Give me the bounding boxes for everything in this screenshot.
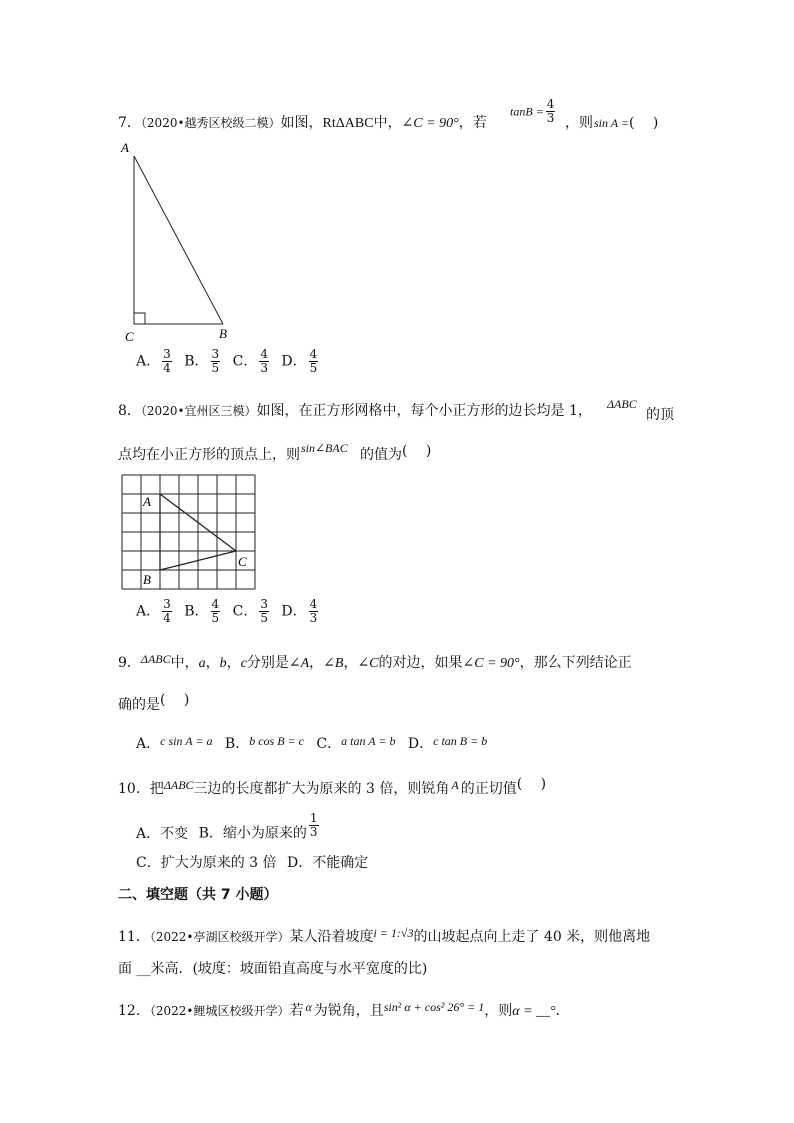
q7-tan-expr	[510, 98, 557, 125]
q9-ang-a: ∠A	[288, 656, 310, 671]
q9-line2	[118, 694, 189, 714]
q10-option-b-num: 1	[309, 811, 318, 825]
q7-option-d-den: 5	[309, 361, 318, 375]
q8-option-a[interactable]	[136, 598, 174, 625]
q7-text4: ，则	[565, 115, 593, 131]
q7-rt: RtΔABC	[322, 116, 374, 131]
q8-source: （2020•宜州区三模）	[140, 404, 257, 418]
q8-label-a: A	[143, 494, 151, 509]
q9-t1: 中，	[170, 655, 199, 671]
q7-source: （2020•越秀区校级二模）	[140, 116, 281, 130]
q8-option-a-den: 4	[163, 611, 171, 625]
q11-number: 11．	[118, 929, 150, 945]
q12-line1	[118, 1000, 570, 1020]
q8-option-a-label: A．	[136, 603, 161, 620]
q7-option-c-num: 4	[260, 347, 268, 361]
q9-sep2: ，	[226, 655, 241, 671]
q8-number: 8．	[118, 403, 141, 419]
q8-tri: ΔABC	[607, 397, 637, 411]
q8-sin-expr	[301, 440, 348, 456]
q8-line2b: 的值为	[360, 447, 402, 463]
q10-option-b-text: B．缩小为原来的	[198, 825, 307, 842]
q7-text1: 如图，	[280, 115, 323, 131]
q7-option-a[interactable]	[136, 348, 174, 375]
q10-option-b-den: 3	[309, 825, 318, 839]
q10-options-row2	[136, 852, 374, 872]
q9-t3: 的对边，如果	[378, 655, 463, 671]
q8-square-grid	[122, 475, 255, 589]
q8-option-b-den: 5	[211, 611, 220, 625]
q7-tan-lhs: tanB =	[510, 104, 544, 119]
q10-number: 10．	[118, 781, 150, 797]
q7-side-ab	[134, 156, 223, 324]
q10-t2: 三边的长度都扩大为原来的 3 倍，则锐角	[193, 781, 450, 797]
q7-tan-num: 4	[546, 97, 555, 111]
q8-option-b-label: B．	[184, 603, 209, 620]
q9-option-b-label: B．	[224, 736, 250, 752]
q9-c: c	[240, 656, 247, 671]
q10-paren: ( )	[516, 776, 547, 792]
q7-triangle-figure	[115, 138, 245, 346]
q8-sin: sin∠BAC	[301, 441, 348, 455]
q10-option-a[interactable]: A．不变	[136, 825, 189, 842]
q10-option-c[interactable]: C．扩大为原来的 3 倍	[136, 855, 277, 871]
q7-label-b: B	[219, 326, 227, 341]
q12-t4: ．	[555, 1003, 570, 1019]
q7-option-a-num: 3	[163, 347, 171, 361]
q8-option-b[interactable]	[184, 598, 222, 625]
q7-line1	[118, 112, 487, 132]
q7-option-b-label: B．	[184, 353, 209, 370]
q8-option-c-label: C．	[232, 603, 258, 620]
q9-option-d[interactable]	[408, 733, 487, 753]
q8-line2	[118, 444, 300, 464]
q9-option-a-label: A．	[136, 736, 161, 752]
q7-option-b-den: 5	[211, 361, 220, 375]
q8-option-a-num: 3	[163, 597, 171, 611]
q10-options-row1	[136, 811, 327, 847]
q11-line2: 面 __米高．(坡度：坡面铅直高度与水平宽度的比)	[118, 961, 428, 977]
q9-a: a	[198, 656, 206, 671]
q8-option-c-num: 3	[260, 597, 268, 611]
q8-option-c[interactable]	[233, 598, 271, 625]
q8-line2a: 点均在小正方形的顶点上，则	[118, 447, 300, 463]
q9-b: b	[219, 656, 227, 671]
q7-sin: sin A =	[594, 116, 629, 130]
q9-option-c[interactable]	[316, 733, 395, 753]
q12-alpha: α	[305, 1000, 312, 1014]
q9-option-c-expr: a tan A = b	[341, 734, 396, 748]
q7-option-b[interactable]	[184, 348, 222, 375]
q9-paren: ( )	[160, 692, 190, 708]
q8-line2-end	[360, 444, 431, 464]
q8-grid-figure	[116, 470, 262, 594]
q7-tan-fraction	[546, 98, 556, 125]
q12-number: 12．	[118, 1003, 150, 1019]
q9-option-c-label: C．	[316, 736, 342, 752]
q11-line2	[118, 958, 427, 978]
q9-line1	[118, 652, 632, 672]
q9-options	[136, 733, 493, 753]
q10-t3: 的正切值	[460, 781, 517, 797]
q9-tri: ΔABC	[140, 652, 171, 666]
q7-angle: ∠C = 90°	[401, 116, 459, 131]
q7-option-a-label: A．	[136, 353, 161, 370]
q9-line2: 确的是	[118, 697, 160, 713]
q9-option-a-expr: c sin A = a	[160, 734, 213, 748]
q8-line1-end	[646, 404, 674, 424]
q7-label-a: A	[121, 140, 129, 155]
q11-ratio: i = 1:√3	[373, 926, 414, 940]
q8-label-c: C	[238, 554, 247, 569]
q9-option-b[interactable]	[225, 733, 304, 753]
q7-option-d[interactable]	[281, 348, 320, 375]
q8-label-b: B	[143, 572, 151, 587]
q7-option-c[interactable]	[233, 348, 271, 375]
q7-option-d-label: D．	[281, 353, 307, 370]
q7-option-d-num: 4	[309, 347, 318, 361]
q8-tri-label	[607, 396, 637, 412]
q7-option-a-den: 4	[163, 361, 171, 375]
q8-options	[136, 598, 326, 625]
q11-line1	[118, 926, 650, 946]
q7-paren: ( )	[629, 115, 659, 131]
q7-number: 7．	[118, 115, 141, 131]
q9-option-b-expr: b cos B = c	[249, 734, 304, 748]
q11-t2: 的山坡起点向上走了 40 米，则他离地	[413, 929, 651, 945]
q7-option-b-num: 3	[211, 347, 220, 361]
q7-label-c: C	[125, 329, 134, 344]
section-title: 二、填空题（共 7 小题）	[118, 887, 278, 903]
q9-option-d-label: D．	[407, 736, 434, 752]
q9-ang-c: ∠C	[357, 656, 379, 671]
q7-line1-end	[565, 112, 593, 132]
q9-t4: ，那么下列结论正	[519, 655, 632, 671]
q8-text2: 的顶	[646, 407, 674, 423]
q9-option-d-expr: c tan B = b	[433, 734, 488, 748]
q7-right-angle-mark	[134, 313, 145, 324]
q9-sep1: ，	[205, 655, 220, 671]
q10-tri: ΔABC	[163, 778, 194, 792]
q7-option-c-den: 3	[260, 361, 268, 375]
q10-option-b[interactable]	[198, 811, 321, 847]
q9-t2: 分别是	[246, 655, 289, 671]
q8-option-d-label: D．	[281, 603, 307, 620]
q12-source: （2022•鲤城区校级开学）	[149, 1004, 290, 1018]
q8-option-c-den: 5	[260, 611, 268, 625]
q8-option-d-num: 4	[309, 597, 318, 611]
q10-a: A	[451, 778, 459, 792]
q12-ans: α = __°	[512, 1004, 556, 1019]
q9-sep3: ，	[309, 655, 324, 671]
q8-line1	[118, 400, 592, 420]
q8-option-b-num: 4	[211, 597, 220, 611]
q7-text2: 中，	[373, 115, 402, 131]
q7-options	[136, 348, 326, 375]
q7-tan-den: 3	[546, 111, 555, 125]
q12-t2: 为锐角，且	[313, 1003, 384, 1019]
q8-option-d-den: 3	[309, 611, 318, 625]
q8-text1: 如图，在正方形网格中，每个小正方形的边长均是 1，	[256, 403, 592, 419]
q9-number: 9．	[118, 655, 141, 671]
q12-t1: 若	[289, 1003, 304, 1019]
q12-t3: ，则	[484, 1003, 513, 1019]
q9-cond: ∠C = 90°	[462, 656, 520, 671]
q7-sin-expr	[594, 112, 658, 132]
q11-t1: 某人沿着坡度	[289, 929, 374, 945]
q10-line1	[118, 778, 546, 798]
q11-source: （2022•亭湖区校级开学）	[149, 930, 290, 944]
q9-option-a[interactable]	[136, 733, 212, 753]
q8-option-d[interactable]	[281, 598, 320, 625]
q8-paren: ( )	[402, 443, 432, 459]
q10-t1: 把	[149, 781, 164, 797]
q7-option-c-label: C．	[232, 353, 258, 370]
q12-eq: sin² α + cos² 26° = 1	[383, 1000, 485, 1014]
q10-option-d[interactable]: D．不能确定	[286, 855, 369, 871]
q9-sep4: ，	[343, 655, 358, 671]
q9-ang-b: ∠B	[323, 656, 344, 671]
q7-text3: ，若	[458, 115, 487, 131]
